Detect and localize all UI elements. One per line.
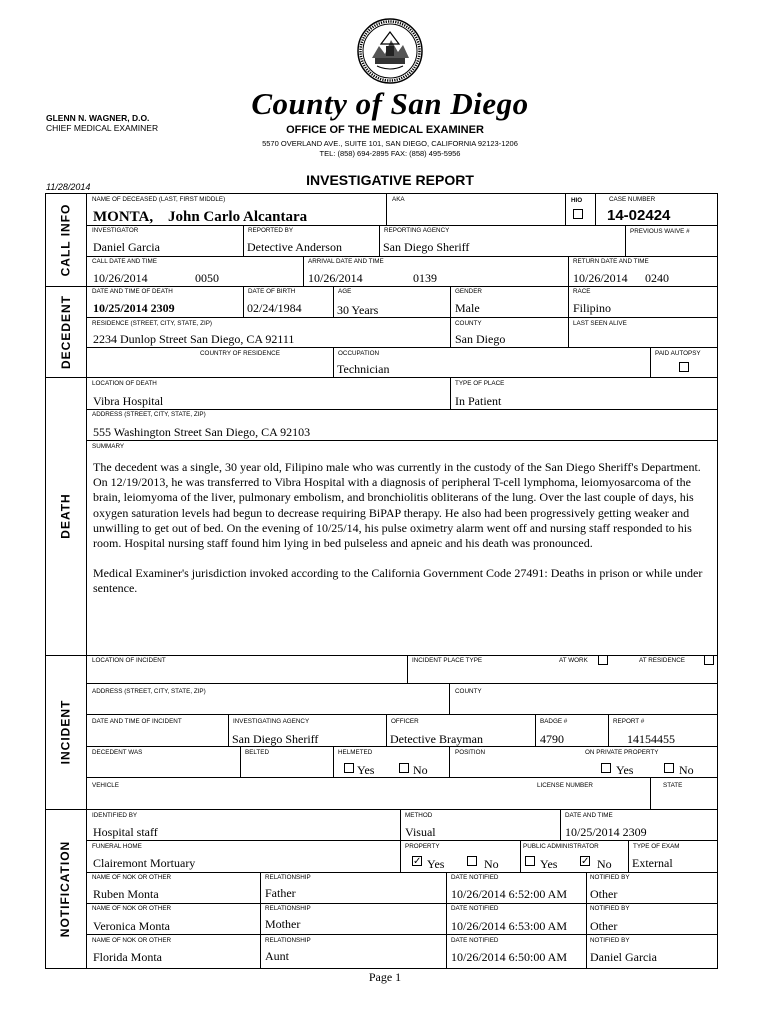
license-number-label: LICENSE NUMBER <box>537 782 593 789</box>
nok-date: 10/26/2014 6:52:00 AM <box>451 887 568 901</box>
death-address: 555 Washington Street San Diego, CA 92103 <box>93 425 311 439</box>
helmeted-no-label: No <box>413 763 428 777</box>
public-admin-label: PUBLIC ADMINISTRATOR <box>523 843 599 850</box>
exam-type-label: TYPE OF EXAM <box>633 843 680 850</box>
country-label: COUNTRY OF RESIDENCE <box>200 350 280 357</box>
badge-number: 4790 <box>540 732 564 746</box>
office-phone: TEL: (858) 694-2895 FAX: (858) 495-5956 <box>319 149 461 158</box>
section-label-decedent: DECEDENT <box>58 294 73 369</box>
badge-label: BADGE # <box>540 718 568 725</box>
incident-county-label: COUNTY <box>455 688 482 695</box>
state-label: STATE <box>663 782 683 789</box>
call-date: 10/26/2014 <box>93 271 148 285</box>
officer-label: OFFICER <box>391 718 419 725</box>
county-title: County of San Diego <box>251 86 529 121</box>
age-label: AGE <box>338 288 352 295</box>
name-label: NAME OF DECEASED (LAST, FIRST MIDDLE) <box>92 196 226 203</box>
date-of-death: 10/25/2014 2309 <box>93 301 175 315</box>
incident-datetime-label: DATE AND TIME OF INCIDENT <box>92 718 182 725</box>
nok-relationship-label: RELATIONSHIP <box>265 874 311 881</box>
method-label: METHOD <box>405 812 433 819</box>
id-datetime-label: DATE AND TIME <box>565 812 613 819</box>
section-separator <box>45 809 718 810</box>
paid-autopsy-checkbox[interactable] <box>679 362 689 372</box>
reported-by: Detective Anderson <box>247 240 342 254</box>
identified-by: Hospital staff <box>93 825 158 839</box>
arrival-date: 10/26/2014 <box>308 271 363 285</box>
helmeted-yes-label: Yes <box>357 763 375 777</box>
arrival-time: 0139 <box>413 271 437 285</box>
death-location-label: LOCATION OF DEATH <box>92 380 157 387</box>
name-last: MONTA, <box>93 209 154 225</box>
nok-date-label: DATE NOTIFIED <box>451 937 499 944</box>
at-residence-checkbox[interactable] <box>704 655 714 665</box>
gender-label: GENDER <box>455 288 482 295</box>
nok-relationship-label: RELATIONSHIP <box>265 937 311 944</box>
nok-name-label: NAME OF NOK OR OTHER <box>92 874 172 881</box>
nok-notified-by: Other <box>590 919 618 933</box>
officer: Detective Brayman <box>390 732 483 746</box>
section-separator <box>45 655 718 656</box>
case-number: 14-02424 <box>607 207 671 224</box>
section-label-call-info: CALL INFO <box>58 203 73 276</box>
nok-relationship: Aunt <box>265 949 289 963</box>
occupation-label: OCCUPATION <box>338 350 380 357</box>
date-of-birth: 02/24/1984 <box>247 301 302 315</box>
report-title: INVESTIGATIVE REPORT <box>306 172 474 188</box>
examiner-title: CHIEF MEDICAL EXAMINER <box>46 123 159 133</box>
nok-notified-by: Daniel Garcia <box>590 950 657 964</box>
property-yes-checkbox[interactable]: ✓ <box>413 856 422 867</box>
summary-text <box>93 460 708 612</box>
incident-place-type-label: INCIDENT PLACE TYPE <box>412 657 483 664</box>
nok-name: Veronica Monta <box>93 919 170 933</box>
at-work-checkbox[interactable] <box>598 655 608 665</box>
decedent-was-label: DECEDENT WAS <box>92 749 143 756</box>
page-number: Page 1 <box>368 970 402 984</box>
nok-name-label: NAME OF NOK OR OTHER <box>92 905 172 912</box>
private-no-checkbox[interactable] <box>664 763 674 773</box>
at-residence-label: AT RESIDENCE <box>639 657 685 664</box>
section-divider <box>86 193 87 969</box>
investigator-label: INVESTIGATOR <box>92 227 139 234</box>
nok-notified-by-label: NOTIFIED BY <box>590 905 630 912</box>
method: Visual <box>405 825 436 839</box>
name-first-middle: John Carlo Alcantara <box>168 209 308 225</box>
incident-location-label: LOCATION OF INCIDENT <box>92 657 166 664</box>
hio-checkbox[interactable] <box>573 209 583 219</box>
belted-label: BELTED <box>245 749 270 756</box>
vehicle-label: VEHICLE <box>92 782 119 789</box>
public-admin-no-checkbox[interactable]: ✓ <box>581 856 590 867</box>
investigating-agency-label: INVESTIGATING AGENCY <box>233 718 310 725</box>
office-name: OFFICE OF THE MEDICAL EXAMINER <box>286 124 484 136</box>
return-datetime-label: RETURN DATE AND TIME <box>573 258 649 265</box>
aka-label: AKA <box>392 196 405 203</box>
section-label-death: DEATH <box>58 493 73 539</box>
nok-name: Florida Monta <box>93 950 162 964</box>
property-yes-label: Yes <box>427 857 445 871</box>
previous-waive-label: PREVIOUS WAIVE # <box>630 228 690 235</box>
race: Filipino <box>573 301 612 315</box>
arrival-datetime-label: ARRIVAL DATE AND TIME <box>308 258 384 265</box>
nok-date: 10/26/2014 6:50:00 AM <box>451 950 568 964</box>
nok-notified-by: Other <box>590 887 618 901</box>
reported-by-label: REPORTED BY <box>248 227 294 234</box>
nok-name-label: NAME OF NOK OR OTHER <box>92 937 172 944</box>
funeral-home: Clairemont Mortuary <box>93 856 196 870</box>
summary-paragraph: The decedent was a single, 30 year old, Filipino male who was currently in the custody of the San Diego Sheriff's Department. On 12/19/2013, he was transferred to Vibra Hospital with a diagnosis of peripheral T-cell lymphoma, leiomyosarcoma of the brain, leiomyoma of the liver, pulmonary embolism, and bronchiolitis obliterans of the lung. Over the last couple of days, his oxygen saturation levels had begun to decrease requiring BiPAP therapy. He also had been progressively getting weaker and unwilling to get out of bed. On the evening of 10/25/14, his pulse oximetry alarm went off and nursing staff responded to his room. Hospital nursing staff found him lying in bed pulseless and apneic and his death was pronounced. <box>93 460 701 551</box>
occupation: Technician <box>337 362 390 376</box>
id-datetime: 10/25/2014 2309 <box>565 825 647 839</box>
exam-type: External <box>632 856 673 870</box>
report-number: 14154455 <box>627 732 675 746</box>
hio-label: HIO <box>571 197 583 204</box>
return-time: 0240 <box>645 271 669 285</box>
return-date: 10/26/2014 <box>573 271 628 285</box>
paid-autopsy-label: PAID AUTOPSY <box>655 350 701 357</box>
office-address: 5570 OVERLAND AVE., SUITE 101, SAN DIEGO, CALIFORNIA 92123-1206 <box>262 139 518 148</box>
residence: 2234 Dunlop Street San Diego, CA 92111 <box>93 332 295 346</box>
place-type-label: TYPE OF PLACE <box>455 380 505 387</box>
funeral-home-label: FUNERAL HOME <box>92 843 142 850</box>
summary-paragraph: Medical Examiner's jurisdiction invoked according to the California Government Code 27491: Deaths in prison or while under sentence. <box>93 566 703 596</box>
identified-by-label: IDENTIFIED BY <box>92 812 138 819</box>
county: San Diego <box>455 332 506 346</box>
private-yes-checkbox[interactable] <box>601 763 611 773</box>
case-number-label: CASE NUMBER <box>609 196 656 203</box>
nok-date: 10/26/2014 6:53:00 AM <box>451 919 568 933</box>
helmeted-label: HELMETED <box>338 749 373 756</box>
property-no-label: No <box>484 857 499 871</box>
gender: Male <box>455 301 480 315</box>
helmeted-no-checkbox[interactable] <box>399 763 409 773</box>
nok-notified-by-label: NOTIFIED BY <box>590 937 630 944</box>
section-separator <box>45 377 718 378</box>
report-number-label: REPORT # <box>613 718 645 725</box>
section-label-notification: NOTIFICATION <box>58 840 73 938</box>
private-property-label: ON PRIVATE PROPERTY <box>585 749 659 756</box>
nok-relationship: Mother <box>265 917 301 931</box>
race-label: RACE <box>573 288 591 295</box>
nok-relationship: Father <box>265 886 296 900</box>
helmeted-yes-checkbox[interactable] <box>344 763 354 773</box>
call-datetime-label: CALL DATE AND TIME <box>92 258 157 265</box>
reporting-agency-label: REPORTING AGENCY <box>384 227 450 234</box>
residence-label: RESIDENCE (STREET, CITY, STATE, ZIP) <box>92 320 213 327</box>
public-admin-yes-label: Yes <box>540 857 558 871</box>
at-work-label: AT WORK <box>559 657 588 664</box>
county-seal-logo <box>357 18 423 84</box>
examiner-name: GLENN N. WAGNER, D.O. <box>46 113 150 123</box>
nok-date-label: DATE NOTIFIED <box>451 874 499 881</box>
last-seen-label: LAST SEEN ALIVE <box>573 320 627 327</box>
report-date: 11/28/2014 <box>46 182 91 192</box>
section-label-incident: INCIDENT <box>58 699 73 765</box>
nok-name: Ruben Monta <box>93 887 159 901</box>
public-admin-yes-checkbox[interactable] <box>525 856 535 866</box>
county-label: COUNTY <box>455 320 482 327</box>
death-location: Vibra Hospital <box>93 394 164 408</box>
nok-relationship-label: RELATIONSHIP <box>265 905 311 912</box>
public-admin-no-label: No <box>597 857 612 871</box>
property-label: PROPERTY <box>405 843 440 850</box>
call-time: 0050 <box>195 271 219 285</box>
private-no-label: No <box>679 763 694 777</box>
investigating-agency: San Diego Sheriff <box>232 732 319 746</box>
incident-address-label: ADDRESS (STREET, CITY, STATE, ZIP) <box>92 688 206 695</box>
age: 30 Years <box>337 303 379 317</box>
section-separator <box>45 286 718 287</box>
nok-notified-by-label: NOTIFIED BY <box>590 874 630 881</box>
investigator: Daniel Garcia <box>93 240 160 254</box>
position-label: POSITION <box>455 749 486 756</box>
private-yes-label: Yes <box>616 763 634 777</box>
dod-label: DATE AND TIME OF DEATH <box>92 288 173 295</box>
property-no-checkbox[interactable] <box>467 856 477 866</box>
dob-label: DATE OF BIRTH <box>248 288 296 295</box>
summary-label: SUMMARY <box>92 443 125 450</box>
reporting-agency: San Diego Sheriff <box>383 240 470 254</box>
nok-date-label: DATE NOTIFIED <box>451 905 499 912</box>
place-type: In Patient <box>455 394 502 408</box>
death-address-label: ADDRESS (STREET, CITY, STATE, ZIP) <box>92 411 206 418</box>
